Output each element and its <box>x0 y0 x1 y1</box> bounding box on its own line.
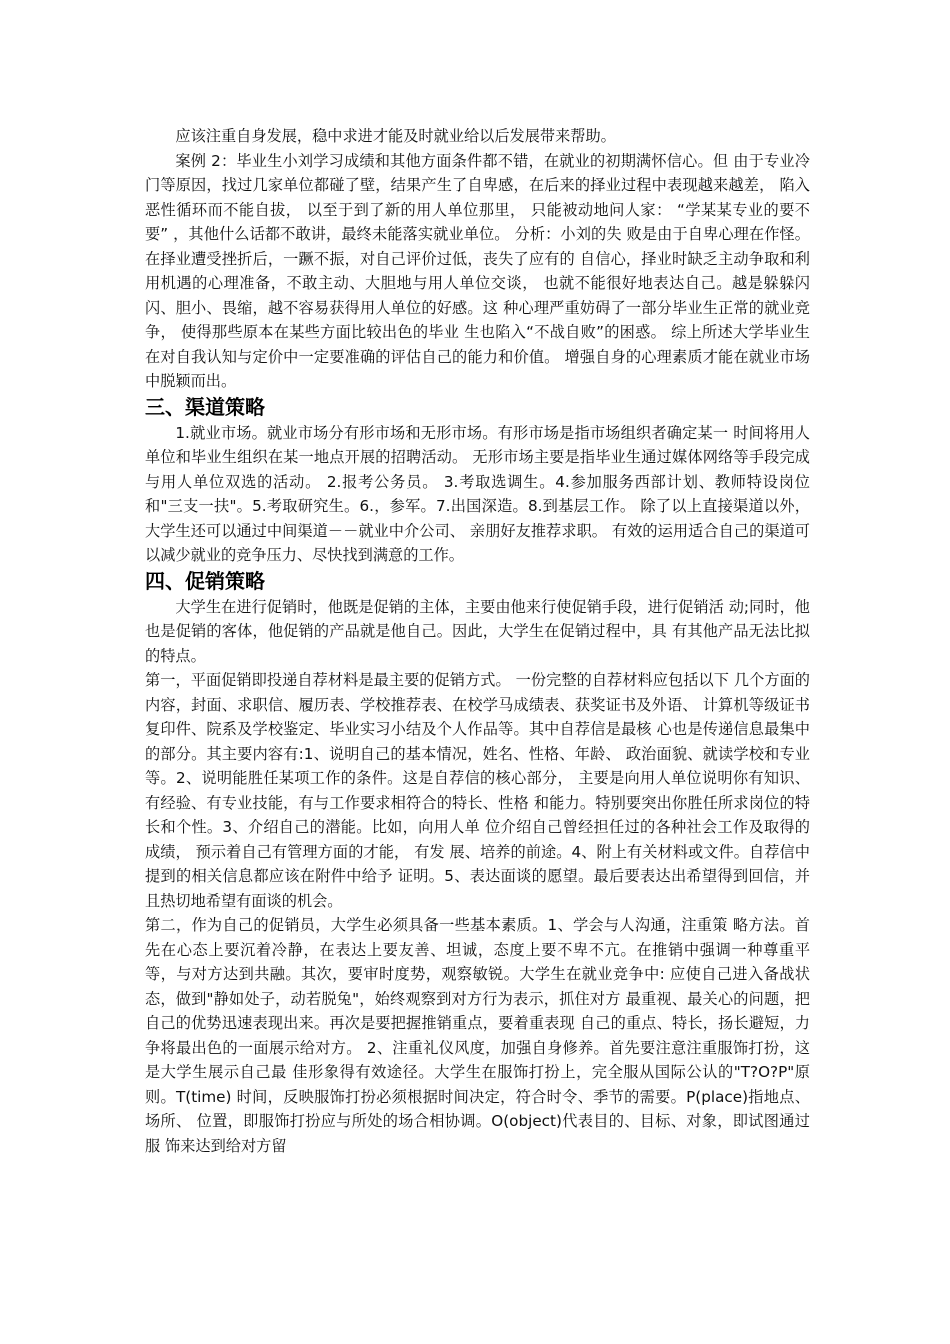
document-page <box>145 124 810 1158</box>
paragraph-promotion-intro: 大学生在进行促销时，他既是促销的主体，主要由他来行使促销手段，进行促销活 动;同时，他也是促销的客体，他促销的产品就是他自己。因此，大学生在促销过程中，具 有其他产品无法比拟的特点。 <box>145 597 810 665</box>
paragraph-case-2: 案例 2：毕业生小刘学习成绩和其他方面条件都不错，在就业的初期满怀信心。但 由于专业冷门等原因，找过几家单位都碰了壁，结果产生了自卑感，在后来的择业过程中表现越来越差， 陷入恶性循环而不能自拔， 以至于到了新的用人单位那里， 只能被动地问人家： “学某某专业的要不要” ，其他什么话都不敢讲，最终未能落实就业单位。 分析：小刘的失 败是由于自卑心理在作怪。在择业遭受挫折后，一蹶不振，对自己评价过低，丧失了应有的 自信心，择业时缺乏主动争取和利用机遇的心理准备，不敢主动、大胆地与用人单位交谈， 也就不能很好地表达自己。越是躲躲闪闪、胆小、畏缩，越不容易获得用人单位的好感。这 种心理严重妨碍了一部分毕业生正常的就业竞争， 使得那些原本在某些方面比较出色的毕业 生也陷入“不战自败”的困惑。 综上所述大学毕业生在对自我认知与定价中一定要准确的评估自己的能力和价值。 增强自身的心理素质才能在就业市场中脱颖而出。 <box>145 151 810 390</box>
section-heading-promotion-strategy: 四、促销策略 <box>145 568 265 593</box>
paragraph-intro: 应该注重自身发展，稳中求进才能及时就业给以后发展带来帮助。 <box>175 127 616 145</box>
section-heading-channel-strategy: 三、渠道策略 <box>145 394 265 419</box>
paragraph-first-point: 第一，平面促销即投递自荐材料是最主要的促销方式。 一份完整的自荐材料应包括以下 几个方面的内容，封面、求职信、履历表、学校推荐表、在校学马成绩表、获奖证书及外语、 计算机等级证书复印件、院系及学校鉴定、毕业实习小结及个人作品等。其中自荐信是最核 心也是传递信息最集中的部分。其主要内容有:1、说明自己的基本情况，姓名、性格、年龄、 政治面貌、就读学校和专业等。2、说明能胜任某项工作的条件。这是自荐信的核心部分， 主要是向用人单位说明你有知识、有经验、有专业技能，有与工作要求相符合的特长、性格 和能力。特别要突出你胜任所求岗位的特长和个性。3、介绍自己的潜能。比如，向用人单 位介绍自己曾经担任过的各种社会工作及取得的成绩， 预示着自己有管理方面的才能， 有发 展、培养的前途。4、附上有关材料或文件。自荐信中提到的相关信息都应该在附件中给予 证明。5、表达面谈的愿望。最后要表达出希望得到回信，并且热切地希望有面谈的机会。 <box>145 671 810 910</box>
paragraph-channels: 1.就业市场。就业市场分有形市场和无形市场。有形市场是指市场组织者确定某一 时间将用人单位和毕业生组织在某一地点开展的招聘活动。 无形市场主要是指毕业生通过媒体网络等手段完成与用人单位双选的活动。 2.报考公务员。 3.考取选调生。4.参加服务西部计划、教师特设岗位和"三支一扶"。5.考取研究生。6.，参军。7.出国深造。8.到基层工作。 除了以上直接渠道以外， 大学生还可以通过中间渠道－－就业中介公司、 亲朋好友推荐求职。 有效的运用适合自己的渠道可以减少就业的竞争压力、尽快找到满意的工作。 <box>145 423 810 564</box>
paragraph-second-point: 第二，作为自己的促销员，大学生必须具备一些基本素质。1、学会与人沟通，注重策 略方法。首先在心态上要沉着冷静，在表达上要友善、坦诚，态度上要不卑不亢。在推销中强调一种尊重平等，与对方达到共融。其次，要审时度势，观察敏锐。大学生在就业竞争中: 应使自己进入备战状态，做到"静如处子，动若脱兔"，始终观察到对方行为表示，抓住对方 最重视、最关心的问题，把自己的优势迅速表现出来。再次是要把握推销重点，要着重表现 自己的重点、特长，扬长避短，力争将最出色的一面展示给对方。 2、注重礼仪风度，加强自身修养。首先要注意注重服饰打扮，这是大学生展示自己最 佳形象得有效途径。大学生在服饰打扮上，完全服从国际公认的"T?O?P"原则。T(time) 时间，反映服饰打扮必须根据时间决定，符合时令、季节的需要。P(place)指地点、场所、 位置，即服饰打扮应与所处的场合相协调。O(object)代表目的、目标、对象，即试图通过服 饰来达到给对方留 <box>145 916 810 1155</box>
